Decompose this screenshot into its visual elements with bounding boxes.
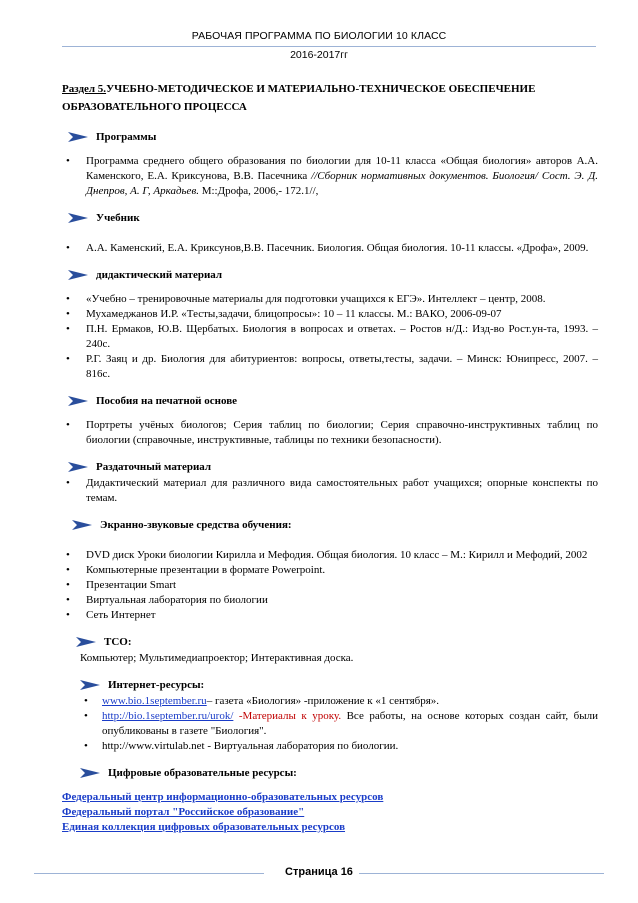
heading-print-label: Пособия на печатной основе: [96, 395, 238, 407]
heading-internet-label: Интернет-ресурсы:: [108, 679, 205, 691]
internet-list: [62, 694, 598, 754]
av-list: [62, 548, 598, 623]
heading-print: [68, 394, 598, 408]
section-title-text: УЧЕБНО-МЕТОДИЧЕСКОЕ И МАТЕРИАЛЬНО-ТЕХНИЧЕСКОЕ ОБЕСПЕЧЕНИЕ ОБРАЗОВАТЕЛЬНОГО ПРОЦЕССА: [62, 83, 536, 113]
federal-center-link[interactable]: Федеральный центр информационно-образовательных ресурсов: [62, 791, 384, 803]
programs-tail: М::Дрофа, 2006,- 172.1//,: [198, 185, 319, 197]
internet-item-text: – газета «Биология» -приложение к «1 сентября».: [206, 695, 440, 707]
arrow-bullet-icon: [68, 270, 90, 280]
heading-av: [72, 518, 598, 532]
heading-didactic-label: дидактический материал: [96, 269, 223, 281]
list-item: • Дидактический материал для различного вида самостоятельных работ учащихся; опорные конспекты по темам.: [62, 476, 598, 506]
list-item: • П.Н. Ермаков, Ю.В. Щербатых. Биология в вопросах и ответах. – Ростов н/Д.: Изд-во Рост.ун-та, 1993. – 240с.: [62, 322, 598, 352]
print-list: [62, 418, 598, 448]
page-content: [62, 80, 598, 835]
list-item: [62, 154, 598, 199]
heading-textbook-label: Учебник: [96, 212, 140, 224]
tso-text: Компьютер; Мультимедиапроектор; Интерактивная доска.: [80, 652, 354, 664]
heading-programs-label: Программы: [96, 131, 157, 143]
programs-text: Программа среднего общего образования по биологии для 10-11 класса «Общая биология» авторов А.А. Каменского, Е.А. Криксунова, В.В. Пасечника: [86, 155, 598, 182]
heading-internet: [80, 678, 598, 692]
heading-programs: [68, 130, 598, 144]
heading-av-label: Экранно-звуковые средства обучения:: [100, 519, 292, 531]
didactic-list: [62, 292, 598, 382]
federal-portal-link[interactable]: Федеральный портал "Российское образование": [62, 806, 305, 818]
internet-item-text: Все работы, на основе которых создан сайт, были опубликованы в газете "Биология".: [102, 710, 598, 737]
list-item: • «Учебно – тренировочные материалы для подготовки учащихся к ЕГЭ». Интеллект – центр, 2008.: [62, 292, 598, 307]
list-item: • Виртуальная лаборатория по биологии: [62, 593, 598, 608]
programs-italic: //Сборник нормативных документов. Биология/ Сост. Э. Д. Днепров, А. Г, Аркадьев.: [86, 170, 599, 197]
header-divider: [62, 46, 596, 47]
heading-handout: [68, 460, 598, 474]
list-item: • Презентации Smart: [62, 578, 598, 593]
arrow-bullet-icon: [80, 768, 102, 778]
list-item: [62, 739, 598, 754]
section-prefix: Раздел 5.: [62, 83, 107, 95]
list-item: [62, 694, 598, 709]
handout-list: [62, 476, 598, 506]
heading-didactic: [68, 268, 598, 282]
heading-tso-label: ТСО:: [104, 636, 132, 648]
list-item: • Мухамеджанов И.Р. «Тесты,задачи, блицопросы»: 10 – 11 классы. М.: ВАКО, 2006-09-07: [62, 307, 598, 322]
list-item: • Компьютерные презентации в формате Powerpoint.: [62, 563, 598, 578]
heading-textbook: [68, 211, 598, 225]
bio-1september-urok-link[interactable]: http://bio.1september.ru/urok/: [102, 710, 234, 722]
heading-digital-label: Цифровые образовательные ресурсы:: [108, 767, 297, 779]
heading-tso: [76, 635, 598, 649]
digital-links: [62, 790, 598, 835]
arrow-bullet-icon: [80, 680, 102, 690]
section-title: [62, 80, 598, 116]
virtulab-url: http://www.virtulab.net: [102, 740, 205, 752]
programs-list: [62, 154, 598, 199]
digital-collection-link[interactable]: Единая коллекция цифровых образовательных ресурсов: [62, 821, 346, 833]
internet-item-text: - Виртуальная лаборатория по биологии.: [204, 740, 399, 752]
list-item: • А.А. Каменский, Е.А. Криксунов,В.В. Пасечник. Биология. Общая биология. 10-11 классы. «Дрофа», 2009.: [62, 241, 598, 256]
list-item: • Сеть Интернет: [62, 608, 598, 623]
arrow-bullet-icon: [68, 132, 90, 142]
page-number-text: Страница 16: [279, 866, 359, 878]
textbook-list: [62, 241, 598, 256]
arrow-bullet-icon: [68, 396, 90, 406]
bio-1september-link[interactable]: www.bio.1september.ru: [102, 695, 207, 707]
heading-digital: [80, 766, 598, 780]
arrow-bullet-icon: [68, 213, 90, 223]
list-item: • Р.Г. Заяц и др. Биология для абитуриентов: вопросы, ответы,тесты, задачи. – Минск: Юнипресс, 2007. – 816с.: [62, 352, 598, 382]
header-years: 2016-2017гг: [290, 49, 348, 61]
arrow-bullet-icon: [76, 637, 98, 647]
heading-handout-label: Раздаточный материал: [96, 461, 212, 473]
list-item: • Портреты учёных биологов; Серия таблиц по биологии; Серия справочно-инструктивных таблиц по биологии (справочные, инструктивные, таблицы по техники безопасности).: [62, 418, 598, 448]
list-item: [62, 709, 598, 739]
list-item: • DVD диск Уроки биологии Кирилла и Мефодия. Общая биология. 10 класс – М.: Кирилл и Мефодий, 2002: [62, 548, 598, 563]
page-number: [0, 866, 638, 878]
internet-item-red-text: -Материалы к уроку.: [238, 710, 342, 722]
arrow-bullet-icon: [72, 520, 94, 530]
arrow-bullet-icon: [68, 462, 90, 472]
header-title: РАБОЧАЯ ПРОГРАММА ПО БИОЛОГИИ 10 КЛАСС: [191, 30, 447, 42]
